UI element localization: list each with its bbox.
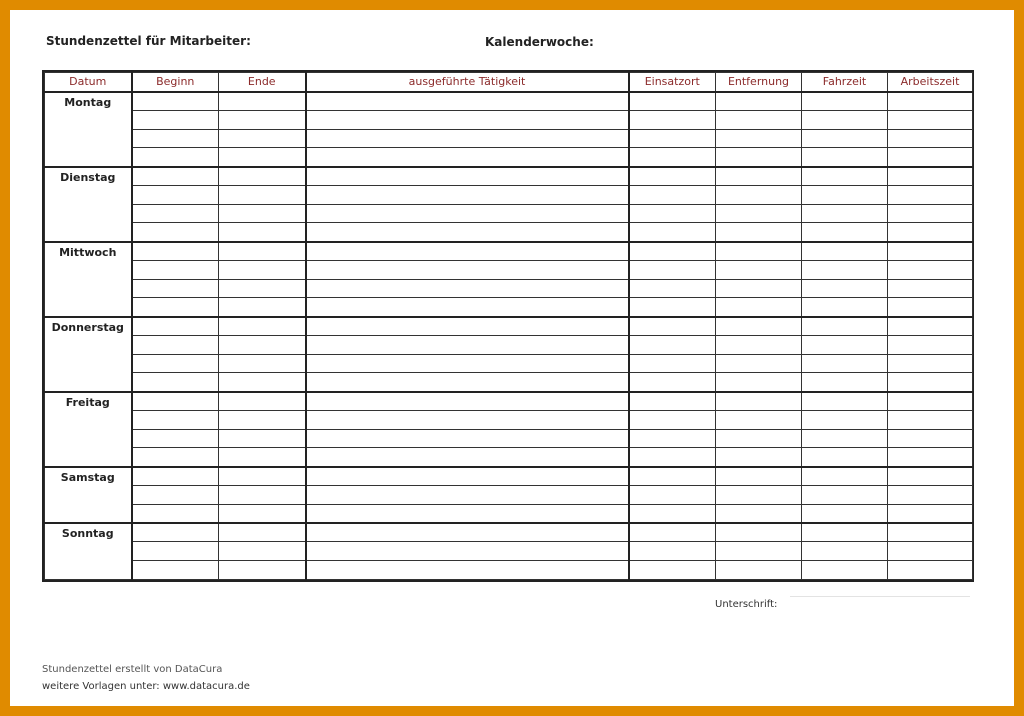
cell-entfernung[interactable]	[716, 148, 802, 167]
day-label: Sonntag	[45, 523, 132, 579]
cell-arbeitszeit[interactable]	[888, 298, 973, 317]
cell-einsatzort[interactable]	[629, 504, 716, 523]
signature-line	[790, 596, 970, 597]
cell-entfernung[interactable]	[716, 467, 802, 486]
cell-beginn[interactable]	[132, 429, 219, 448]
cell-fahrzeit[interactable]	[802, 542, 888, 561]
cell-entfernung[interactable]	[716, 223, 802, 242]
cell-beginn[interactable]	[132, 148, 219, 167]
cell-arbeitszeit[interactable]	[888, 185, 973, 204]
table-header-row	[45, 73, 973, 92]
cell-beginn[interactable]	[132, 204, 219, 223]
table-row	[45, 467, 973, 486]
cell-fahrzeit[interactable]	[802, 523, 888, 542]
column-header-datum: Datum	[45, 73, 132, 92]
table-row	[45, 317, 973, 336]
cell-einsatzort[interactable]	[629, 185, 716, 204]
cell-fahrzeit[interactable]	[802, 260, 888, 279]
cell-ende[interactable]	[219, 373, 306, 392]
cell-entfernung[interactable]	[716, 429, 802, 448]
cell-beginn[interactable]	[132, 92, 219, 111]
cell-ende[interactable]	[219, 467, 306, 486]
cell-taetigkeit[interactable]	[306, 373, 629, 392]
table-row	[45, 485, 973, 504]
cell-taetigkeit[interactable]	[306, 129, 629, 148]
day-label: Freitag	[45, 392, 132, 467]
cell-ende[interactable]	[219, 429, 306, 448]
column-header-taetigkeit: ausgeführte Tätigkeit	[306, 73, 629, 92]
cell-arbeitszeit[interactable]	[888, 335, 973, 354]
cell-beginn[interactable]	[132, 542, 219, 561]
cell-ende[interactable]	[219, 542, 306, 561]
cell-einsatzort[interactable]	[629, 129, 716, 148]
day-label: Samstag	[45, 467, 132, 523]
cell-entfernung[interactable]	[716, 448, 802, 467]
cell-beginn[interactable]	[132, 185, 219, 204]
cell-fahrzeit[interactable]	[802, 223, 888, 242]
cell-einsatzort[interactable]	[629, 354, 716, 373]
table-row	[45, 92, 973, 111]
cell-ende[interactable]	[219, 335, 306, 354]
cell-ende[interactable]	[219, 167, 306, 186]
cell-ende[interactable]	[219, 410, 306, 429]
cell-beginn[interactable]	[132, 242, 219, 261]
cell-fahrzeit[interactable]	[802, 279, 888, 298]
cell-einsatzort[interactable]	[629, 223, 716, 242]
cell-ende[interactable]	[219, 204, 306, 223]
cell-beginn[interactable]	[132, 410, 219, 429]
cell-taetigkeit[interactable]	[306, 110, 629, 129]
cell-entfernung[interactable]	[716, 560, 802, 579]
cell-einsatzort[interactable]	[629, 335, 716, 354]
cell-einsatzort[interactable]	[629, 467, 716, 486]
cell-beginn[interactable]	[132, 523, 219, 542]
cell-entfernung[interactable]	[716, 523, 802, 542]
cell-arbeitszeit[interactable]	[888, 560, 973, 579]
timesheet-table-wrapper	[42, 70, 974, 582]
cell-einsatzort[interactable]	[629, 392, 716, 411]
cell-arbeitszeit[interactable]	[888, 373, 973, 392]
cell-beginn[interactable]	[132, 317, 219, 336]
cell-ende[interactable]	[219, 110, 306, 129]
cell-arbeitszeit[interactable]	[888, 92, 973, 111]
cell-taetigkeit[interactable]	[306, 279, 629, 298]
cell-taetigkeit[interactable]	[306, 298, 629, 317]
cell-taetigkeit[interactable]	[306, 485, 629, 504]
table-row	[45, 542, 973, 561]
table-row	[45, 223, 973, 242]
cell-fahrzeit[interactable]	[802, 504, 888, 523]
cell-arbeitszeit[interactable]	[888, 167, 973, 186]
column-header-ende: Ende	[219, 73, 306, 92]
table-row	[45, 148, 973, 167]
cell-arbeitszeit[interactable]	[888, 542, 973, 561]
cell-entfernung[interactable]	[716, 373, 802, 392]
cell-ende[interactable]	[219, 504, 306, 523]
cell-fahrzeit[interactable]	[802, 242, 888, 261]
cell-arbeitszeit[interactable]	[888, 317, 973, 336]
cell-fahrzeit[interactable]	[802, 148, 888, 167]
cell-einsatzort[interactable]	[629, 92, 716, 111]
cell-fahrzeit[interactable]	[802, 317, 888, 336]
cell-fahrzeit[interactable]	[802, 335, 888, 354]
cell-ende[interactable]	[219, 448, 306, 467]
cell-ende[interactable]	[219, 354, 306, 373]
cell-entfernung[interactable]	[716, 204, 802, 223]
timesheet-table	[44, 72, 973, 580]
table-row	[45, 392, 973, 411]
cell-arbeitszeit[interactable]	[888, 485, 973, 504]
cell-beginn[interactable]	[132, 298, 219, 317]
cell-entfernung[interactable]	[716, 410, 802, 429]
day-label: Montag	[45, 92, 132, 167]
cell-taetigkeit[interactable]	[306, 354, 629, 373]
table-row	[45, 354, 973, 373]
cell-beginn[interactable]	[132, 260, 219, 279]
cell-ende[interactable]	[219, 92, 306, 111]
cell-arbeitszeit[interactable]	[888, 523, 973, 542]
cell-arbeitszeit[interactable]	[888, 448, 973, 467]
cell-entfernung[interactable]	[716, 110, 802, 129]
cell-fahrzeit[interactable]	[802, 448, 888, 467]
cell-einsatzort[interactable]	[629, 279, 716, 298]
cell-beginn[interactable]	[132, 448, 219, 467]
cell-fahrzeit[interactable]	[802, 373, 888, 392]
table-row	[45, 560, 973, 579]
cell-taetigkeit[interactable]	[306, 317, 629, 336]
cell-taetigkeit[interactable]	[306, 542, 629, 561]
cell-entfernung[interactable]	[716, 504, 802, 523]
cell-einsatzort[interactable]	[629, 110, 716, 129]
cell-beginn[interactable]	[132, 467, 219, 486]
cell-fahrzeit[interactable]	[802, 185, 888, 204]
cell-beginn[interactable]	[132, 373, 219, 392]
table-row	[45, 335, 973, 354]
cell-ende[interactable]	[219, 223, 306, 242]
cell-entfernung[interactable]	[716, 298, 802, 317]
cell-entfernung[interactable]	[716, 260, 802, 279]
cell-entfernung[interactable]	[716, 185, 802, 204]
day-label: Donnerstag	[45, 317, 132, 392]
cell-ende[interactable]	[219, 129, 306, 148]
table-row	[45, 185, 973, 204]
cell-ende[interactable]	[219, 298, 306, 317]
table-row	[45, 167, 973, 186]
cell-fahrzeit[interactable]	[802, 298, 888, 317]
cell-arbeitszeit[interactable]	[888, 410, 973, 429]
cell-fahrzeit[interactable]	[802, 392, 888, 411]
cell-fahrzeit[interactable]	[802, 204, 888, 223]
table-row	[45, 279, 973, 298]
cell-taetigkeit[interactable]	[306, 392, 629, 411]
cell-fahrzeit[interactable]	[802, 92, 888, 111]
cell-einsatzort[interactable]	[629, 148, 716, 167]
document-title: Stundenzettel für Mitarbeiter:	[46, 34, 251, 48]
cell-arbeitszeit[interactable]	[888, 110, 973, 129]
cell-entfernung[interactable]	[716, 279, 802, 298]
cell-fahrzeit[interactable]	[802, 354, 888, 373]
cell-taetigkeit[interactable]	[306, 448, 629, 467]
cell-arbeitszeit[interactable]	[888, 504, 973, 523]
cell-ende[interactable]	[219, 485, 306, 504]
timesheet-body	[45, 92, 973, 580]
column-header-arbeitszeit: Arbeitszeit	[888, 73, 973, 92]
cell-arbeitszeit[interactable]	[888, 429, 973, 448]
cell-ende[interactable]	[219, 242, 306, 261]
cell-entfernung[interactable]	[716, 354, 802, 373]
cell-arbeitszeit[interactable]	[888, 354, 973, 373]
cell-taetigkeit[interactable]	[306, 335, 629, 354]
cell-arbeitszeit[interactable]	[888, 129, 973, 148]
table-row	[45, 260, 973, 279]
footer-templates-link: weitere Vorlagen unter: www.datacura.de	[42, 681, 250, 692]
cell-fahrzeit[interactable]	[802, 429, 888, 448]
cell-beginn[interactable]	[132, 504, 219, 523]
cell-taetigkeit[interactable]	[306, 223, 629, 242]
table-row	[45, 504, 973, 523]
cell-arbeitszeit[interactable]	[888, 260, 973, 279]
cell-beginn[interactable]	[132, 485, 219, 504]
cell-arbeitszeit[interactable]	[888, 279, 973, 298]
cell-fahrzeit[interactable]	[802, 467, 888, 486]
table-row	[45, 429, 973, 448]
cell-entfernung[interactable]	[716, 242, 802, 261]
cell-beginn[interactable]	[132, 279, 219, 298]
cell-beginn[interactable]	[132, 392, 219, 411]
cell-fahrzeit[interactable]	[802, 167, 888, 186]
table-row	[45, 204, 973, 223]
cell-arbeitszeit[interactable]	[888, 148, 973, 167]
cell-beginn[interactable]	[132, 110, 219, 129]
cell-beginn[interactable]	[132, 335, 219, 354]
cell-einsatzort[interactable]	[629, 485, 716, 504]
table-row	[45, 110, 973, 129]
cell-arbeitszeit[interactable]	[888, 204, 973, 223]
cell-taetigkeit[interactable]	[306, 185, 629, 204]
table-row	[45, 410, 973, 429]
cell-entfernung[interactable]	[716, 92, 802, 111]
cell-beginn[interactable]	[132, 354, 219, 373]
cell-ende[interactable]	[219, 279, 306, 298]
cell-einsatzort[interactable]	[629, 204, 716, 223]
cell-entfernung[interactable]	[716, 129, 802, 148]
column-header-entfernung: Entfernung	[716, 73, 802, 92]
cell-einsatzort[interactable]	[629, 373, 716, 392]
cell-arbeitszeit[interactable]	[888, 242, 973, 261]
column-header-beginn: Beginn	[132, 73, 219, 92]
cell-einsatzort[interactable]	[629, 317, 716, 336]
cell-taetigkeit[interactable]	[306, 560, 629, 579]
cell-fahrzeit[interactable]	[802, 485, 888, 504]
cell-taetigkeit[interactable]	[306, 242, 629, 261]
cell-taetigkeit[interactable]	[306, 167, 629, 186]
footer-credit: Stundenzettel erstellt von DataCura	[42, 664, 223, 675]
cell-einsatzort[interactable]	[629, 429, 716, 448]
cell-einsatzort[interactable]	[629, 242, 716, 261]
cell-entfernung[interactable]	[716, 392, 802, 411]
day-label: Dienstag	[45, 167, 132, 242]
cell-fahrzeit[interactable]	[802, 110, 888, 129]
cell-ende[interactable]	[219, 185, 306, 204]
cell-taetigkeit[interactable]	[306, 504, 629, 523]
cell-entfernung[interactable]	[716, 335, 802, 354]
cell-ende[interactable]	[219, 560, 306, 579]
cell-ende[interactable]	[219, 392, 306, 411]
table-row	[45, 373, 973, 392]
cell-taetigkeit[interactable]	[306, 429, 629, 448]
cell-einsatzort[interactable]	[629, 260, 716, 279]
cell-einsatzort[interactable]	[629, 298, 716, 317]
cell-einsatzort[interactable]	[629, 448, 716, 467]
cell-einsatzort[interactable]	[629, 542, 716, 561]
cell-entfernung[interactable]	[716, 542, 802, 561]
table-row	[45, 448, 973, 467]
calendar-week-label: Kalenderwoche:	[485, 35, 594, 49]
cell-arbeitszeit[interactable]	[888, 467, 973, 486]
cell-entfernung[interactable]	[716, 167, 802, 186]
signature-label: Unterschrift:	[715, 599, 778, 610]
cell-beginn[interactable]	[132, 167, 219, 186]
cell-taetigkeit[interactable]	[306, 204, 629, 223]
cell-fahrzeit[interactable]	[802, 560, 888, 579]
cell-beginn[interactable]	[132, 129, 219, 148]
cell-taetigkeit[interactable]	[306, 410, 629, 429]
cell-entfernung[interactable]	[716, 485, 802, 504]
cell-einsatzort[interactable]	[629, 523, 716, 542]
cell-taetigkeit[interactable]	[306, 467, 629, 486]
cell-einsatzort[interactable]	[629, 410, 716, 429]
cell-arbeitszeit[interactable]	[888, 392, 973, 411]
cell-ende[interactable]	[219, 148, 306, 167]
cell-arbeitszeit[interactable]	[888, 223, 973, 242]
cell-entfernung[interactable]	[716, 317, 802, 336]
cell-einsatzort[interactable]	[629, 560, 716, 579]
cell-fahrzeit[interactable]	[802, 410, 888, 429]
cell-einsatzort[interactable]	[629, 167, 716, 186]
cell-ende[interactable]	[219, 317, 306, 336]
cell-taetigkeit[interactable]	[306, 92, 629, 111]
cell-beginn[interactable]	[132, 560, 219, 579]
cell-ende[interactable]	[219, 260, 306, 279]
table-row	[45, 298, 973, 317]
table-row	[45, 129, 973, 148]
cell-taetigkeit[interactable]	[306, 523, 629, 542]
column-header-einsatzort: Einsatzort	[629, 73, 716, 92]
cell-taetigkeit[interactable]	[306, 260, 629, 279]
cell-fahrzeit[interactable]	[802, 129, 888, 148]
cell-ende[interactable]	[219, 523, 306, 542]
day-label: Mittwoch	[45, 242, 132, 317]
column-header-fahrzeit: Fahrzeit	[802, 73, 888, 92]
cell-taetigkeit[interactable]	[306, 148, 629, 167]
table-row	[45, 523, 973, 542]
table-row	[45, 242, 973, 261]
cell-beginn[interactable]	[132, 223, 219, 242]
